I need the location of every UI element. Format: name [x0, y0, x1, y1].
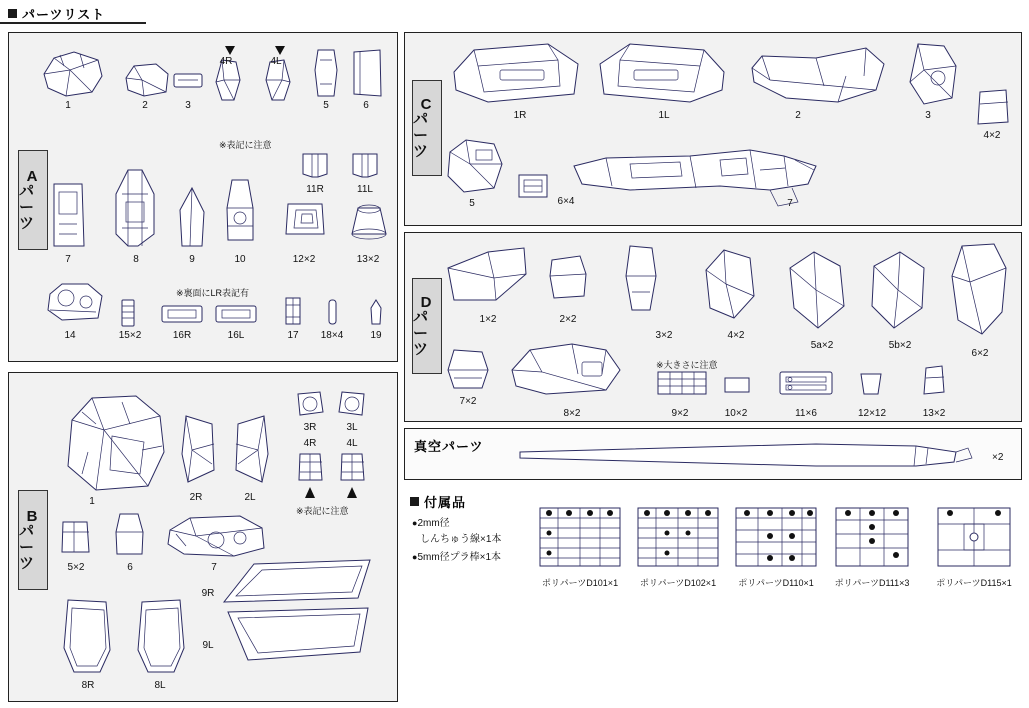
part-caption: 1L: [658, 110, 670, 121]
dot-icon: ●: [412, 518, 418, 528]
part-b-8l: [132, 598, 188, 678]
part-shape: [112, 512, 146, 558]
part-b-5: [58, 518, 92, 558]
part-caption: 4L: [270, 56, 282, 67]
part-caption: 17: [287, 330, 299, 341]
part-shape: [44, 280, 106, 326]
sprue-d110: [732, 504, 820, 570]
part-shape: [52, 390, 172, 500]
part-shape: [118, 298, 138, 330]
part-caption: 13×2: [922, 408, 946, 419]
sprue-caption: ポリパーツD111×3: [834, 578, 910, 588]
part-shape: [58, 518, 92, 558]
part-c-4: [974, 88, 1012, 128]
part-caption: 4R: [219, 56, 233, 67]
part-caption: 4×2: [727, 330, 745, 341]
part-shape: [282, 296, 304, 328]
sprue-d115: [934, 504, 1014, 570]
part-caption: 8×2: [563, 408, 581, 419]
part-caption: 7×2: [459, 396, 477, 407]
sprue-caption: ポリパーツD101×1: [541, 578, 619, 588]
part-caption: 1×2: [479, 314, 497, 325]
part-a-14: [44, 280, 106, 326]
part-a-3: [172, 72, 204, 90]
part-a-9: [176, 186, 208, 250]
part-d-1: [444, 244, 530, 308]
part-caption: 4L: [346, 438, 358, 449]
sprue-caption: ポリパーツD115×1: [936, 578, 1012, 588]
part-caption: 9R: [201, 588, 215, 599]
part-shape: [350, 48, 384, 100]
part-caption: 1R: [513, 110, 527, 121]
part-shape: [40, 48, 106, 98]
part-d-10: [722, 374, 752, 398]
part-caption: 16R: [172, 330, 192, 341]
part-c-5: [444, 136, 506, 198]
part-shape: [218, 558, 378, 606]
part-shape: [324, 298, 340, 328]
part-caption: 6×2: [971, 348, 989, 359]
vacuum-count: ×2: [992, 452, 1004, 463]
part-d-13: [918, 364, 948, 398]
part-caption: 11L: [357, 184, 373, 195]
part-shape: [172, 72, 204, 90]
page-title: パーツリスト: [8, 4, 105, 23]
part-b-4l: [336, 450, 368, 486]
part-caption: 8R: [81, 680, 95, 691]
part-caption: 3×2: [655, 330, 673, 341]
part-a-10: [222, 178, 258, 250]
part-d-12: [856, 370, 886, 398]
part-a-11r: [300, 150, 330, 180]
part-b-8r: [60, 598, 116, 678]
part-caption: 13×2: [356, 254, 380, 265]
part-caption: 5b×2: [888, 340, 912, 351]
part-a-13: [348, 204, 390, 244]
part-d-8: [506, 340, 626, 398]
part-caption: 19: [370, 330, 382, 341]
sprue-d101: [536, 504, 624, 570]
part-a-1: [40, 48, 106, 98]
part-caption: 7: [211, 562, 217, 573]
part-shape: [110, 168, 160, 250]
arrow-down-icon: [224, 44, 236, 56]
part-caption: 9: [189, 254, 195, 265]
part-caption: 16L: [227, 330, 245, 341]
part-d-9: [656, 370, 708, 398]
part-shape: [732, 504, 820, 570]
part-caption: 5a×2: [810, 340, 834, 351]
part-c-1l: [594, 42, 730, 106]
arrow-up-icon: [304, 486, 316, 500]
part-c-7: [570, 140, 822, 212]
part-shape: [546, 252, 590, 302]
part-shape: [746, 46, 890, 108]
part-d-2: [546, 252, 590, 302]
part-caption: 9L: [202, 640, 214, 651]
part-caption: 5×2: [67, 562, 85, 573]
part-shape: [336, 450, 368, 486]
vacuum-parts-title: 真空パーツ: [414, 439, 484, 454]
part-shape: [444, 244, 530, 308]
part-shape: [160, 302, 204, 326]
note-size-caution: ※大きさに注意: [656, 360, 718, 370]
part-a-2: [122, 62, 172, 100]
part-caption: 7: [65, 254, 71, 265]
part-caption: 2: [142, 100, 148, 111]
part-shape: [570, 140, 822, 212]
part-caption: 2: [795, 110, 801, 121]
accessory-note-2: しんちゅう線×1本: [420, 534, 502, 545]
part-shape: [366, 298, 386, 328]
part-caption: 11R: [306, 184, 324, 195]
part-b-2l: [232, 414, 272, 486]
part-shape: [974, 88, 1012, 128]
part-b-4r: [294, 450, 326, 486]
part-shape: [178, 414, 218, 486]
part-shape: [832, 504, 912, 570]
part-shape: [218, 606, 378, 666]
part-d-3: [618, 244, 664, 316]
section-label-a: A パーツ: [18, 150, 48, 250]
part-d-7: [444, 346, 492, 394]
part-b-3r: [294, 388, 326, 420]
part-a-7: [48, 180, 88, 250]
part-caption: 10: [234, 254, 246, 265]
part-caption: 3R: [303, 422, 317, 433]
part-shape: [656, 370, 708, 398]
part-d-5a: [786, 250, 850, 332]
part-shape: [786, 250, 850, 332]
part-a-17: [282, 296, 304, 328]
part-shape: [700, 248, 760, 322]
part-caption: 14: [64, 330, 76, 341]
part-a-15: [118, 298, 138, 330]
part-d-5b: [866, 250, 930, 332]
part-shape: [176, 186, 208, 250]
part-caption: 12×2: [292, 254, 316, 265]
part-caption: 2R: [189, 492, 203, 503]
part-a-6: [350, 48, 384, 100]
part-shape: [866, 250, 930, 332]
part-shape: [232, 414, 272, 486]
note-back-marking: ※裏面にLR表記有: [176, 288, 250, 298]
part-caption: 9×2: [671, 408, 689, 419]
sprue-d102: [634, 504, 722, 570]
part-a-19: [366, 298, 386, 328]
part-a-16r: [160, 302, 204, 326]
part-caption: 5: [323, 100, 329, 111]
part-d-6: [948, 242, 1012, 340]
part-caption: 3L: [346, 422, 358, 433]
part-c-1r: [448, 42, 584, 106]
part-caption: 6: [127, 562, 133, 573]
part-caption: 18×4: [320, 330, 344, 341]
part-shape: [444, 136, 506, 198]
part-b-7: [164, 514, 268, 560]
arrow-down-icon: [274, 44, 286, 56]
section-label-d: D パーツ: [412, 278, 442, 374]
part-shape: [918, 364, 948, 398]
part-caption: 6: [363, 100, 369, 111]
part-c-2: [746, 46, 890, 108]
part-a-18: [324, 298, 340, 328]
part-a-16l: [214, 302, 258, 326]
part-caption: 5: [469, 198, 475, 209]
part-d-11: [778, 368, 834, 398]
accessory-note-1: ●2mm径: [412, 518, 450, 529]
part-caption: 6×4: [557, 196, 575, 207]
accessory-note-3: ●5mm径プラ棒×1本: [412, 552, 502, 563]
part-c-6: [516, 172, 550, 202]
part-shape: [618, 244, 664, 316]
part-shape: [856, 370, 886, 398]
part-a-11l: [350, 150, 380, 180]
part-b-9l: [218, 606, 378, 666]
part-shape: [294, 388, 326, 420]
part-caption: 4R: [303, 438, 317, 449]
part-shape: [634, 504, 722, 570]
part-shape: [722, 374, 752, 398]
part-b-1: [52, 390, 172, 500]
accessories-title: 付属品: [410, 492, 466, 511]
part-shape: [164, 514, 268, 560]
part-caption: 8L: [154, 680, 166, 691]
sprue-caption: ポリパーツD102×1: [639, 578, 717, 588]
part-caption: 7: [787, 198, 793, 209]
part-a-8: [110, 168, 160, 250]
part-shape: [350, 150, 380, 180]
part-caption: 10×2: [724, 408, 748, 419]
part-caption: 2×2: [559, 314, 577, 325]
part-caption: 8: [133, 254, 139, 265]
part-shape: [506, 340, 626, 398]
part-shape: [536, 504, 624, 570]
part-b-9r: [218, 558, 378, 606]
part-shape: [282, 196, 328, 242]
part-caption: 2L: [244, 492, 256, 503]
note-marking-caution: ※表記に注意: [296, 506, 349, 516]
part-shape: [336, 388, 368, 420]
part-shape: [348, 204, 390, 244]
part-shape: [448, 42, 584, 106]
part-caption: 3: [185, 100, 191, 111]
part-d-4: [700, 248, 760, 322]
note-marking-caution: ※表記に注意: [219, 140, 272, 150]
part-shape: [222, 178, 258, 250]
part-caption: 12×12: [857, 408, 887, 419]
part-shape: [516, 172, 550, 202]
part-c-3: [904, 42, 964, 108]
part-vacuum-1: [516, 436, 986, 474]
part-shape: [48, 180, 88, 250]
part-caption: 3: [925, 110, 931, 121]
arrow-up-icon: [346, 486, 358, 500]
part-shape: [948, 242, 1012, 340]
part-shape: [778, 368, 834, 398]
part-b-3l: [336, 388, 368, 420]
section-label-c: C パーツ: [412, 80, 442, 176]
part-shape: [214, 302, 258, 326]
part-shape: [594, 42, 730, 106]
part-shape: [300, 150, 330, 180]
part-shape: [312, 48, 340, 100]
sprue-caption: ポリパーツD110×1: [738, 578, 814, 588]
part-b-6: [112, 512, 146, 558]
part-caption: 4×2: [983, 130, 1001, 141]
part-caption: 11×6: [795, 408, 817, 419]
accessories-bullet-icon: [410, 497, 419, 506]
title-underline: [0, 22, 146, 24]
part-caption: 1: [65, 100, 71, 111]
part-shape: [60, 598, 116, 678]
part-shape: [294, 450, 326, 486]
dot-icon: ●: [412, 552, 418, 562]
section-label-b: B パーツ: [18, 490, 48, 590]
part-caption: 1: [89, 496, 95, 507]
part-caption: 15×2: [118, 330, 142, 341]
part-a-12: [282, 196, 328, 242]
part-shape: [516, 436, 986, 474]
title-bullet-icon: [8, 9, 17, 18]
part-shape: [444, 346, 492, 394]
part-b-2r: [178, 414, 218, 486]
sprue-d111: [832, 504, 912, 570]
part-shape: [132, 598, 188, 678]
part-shape: [904, 42, 964, 108]
part-shape: [934, 504, 1014, 570]
part-shape: [122, 62, 172, 100]
part-a-5: [312, 48, 340, 100]
